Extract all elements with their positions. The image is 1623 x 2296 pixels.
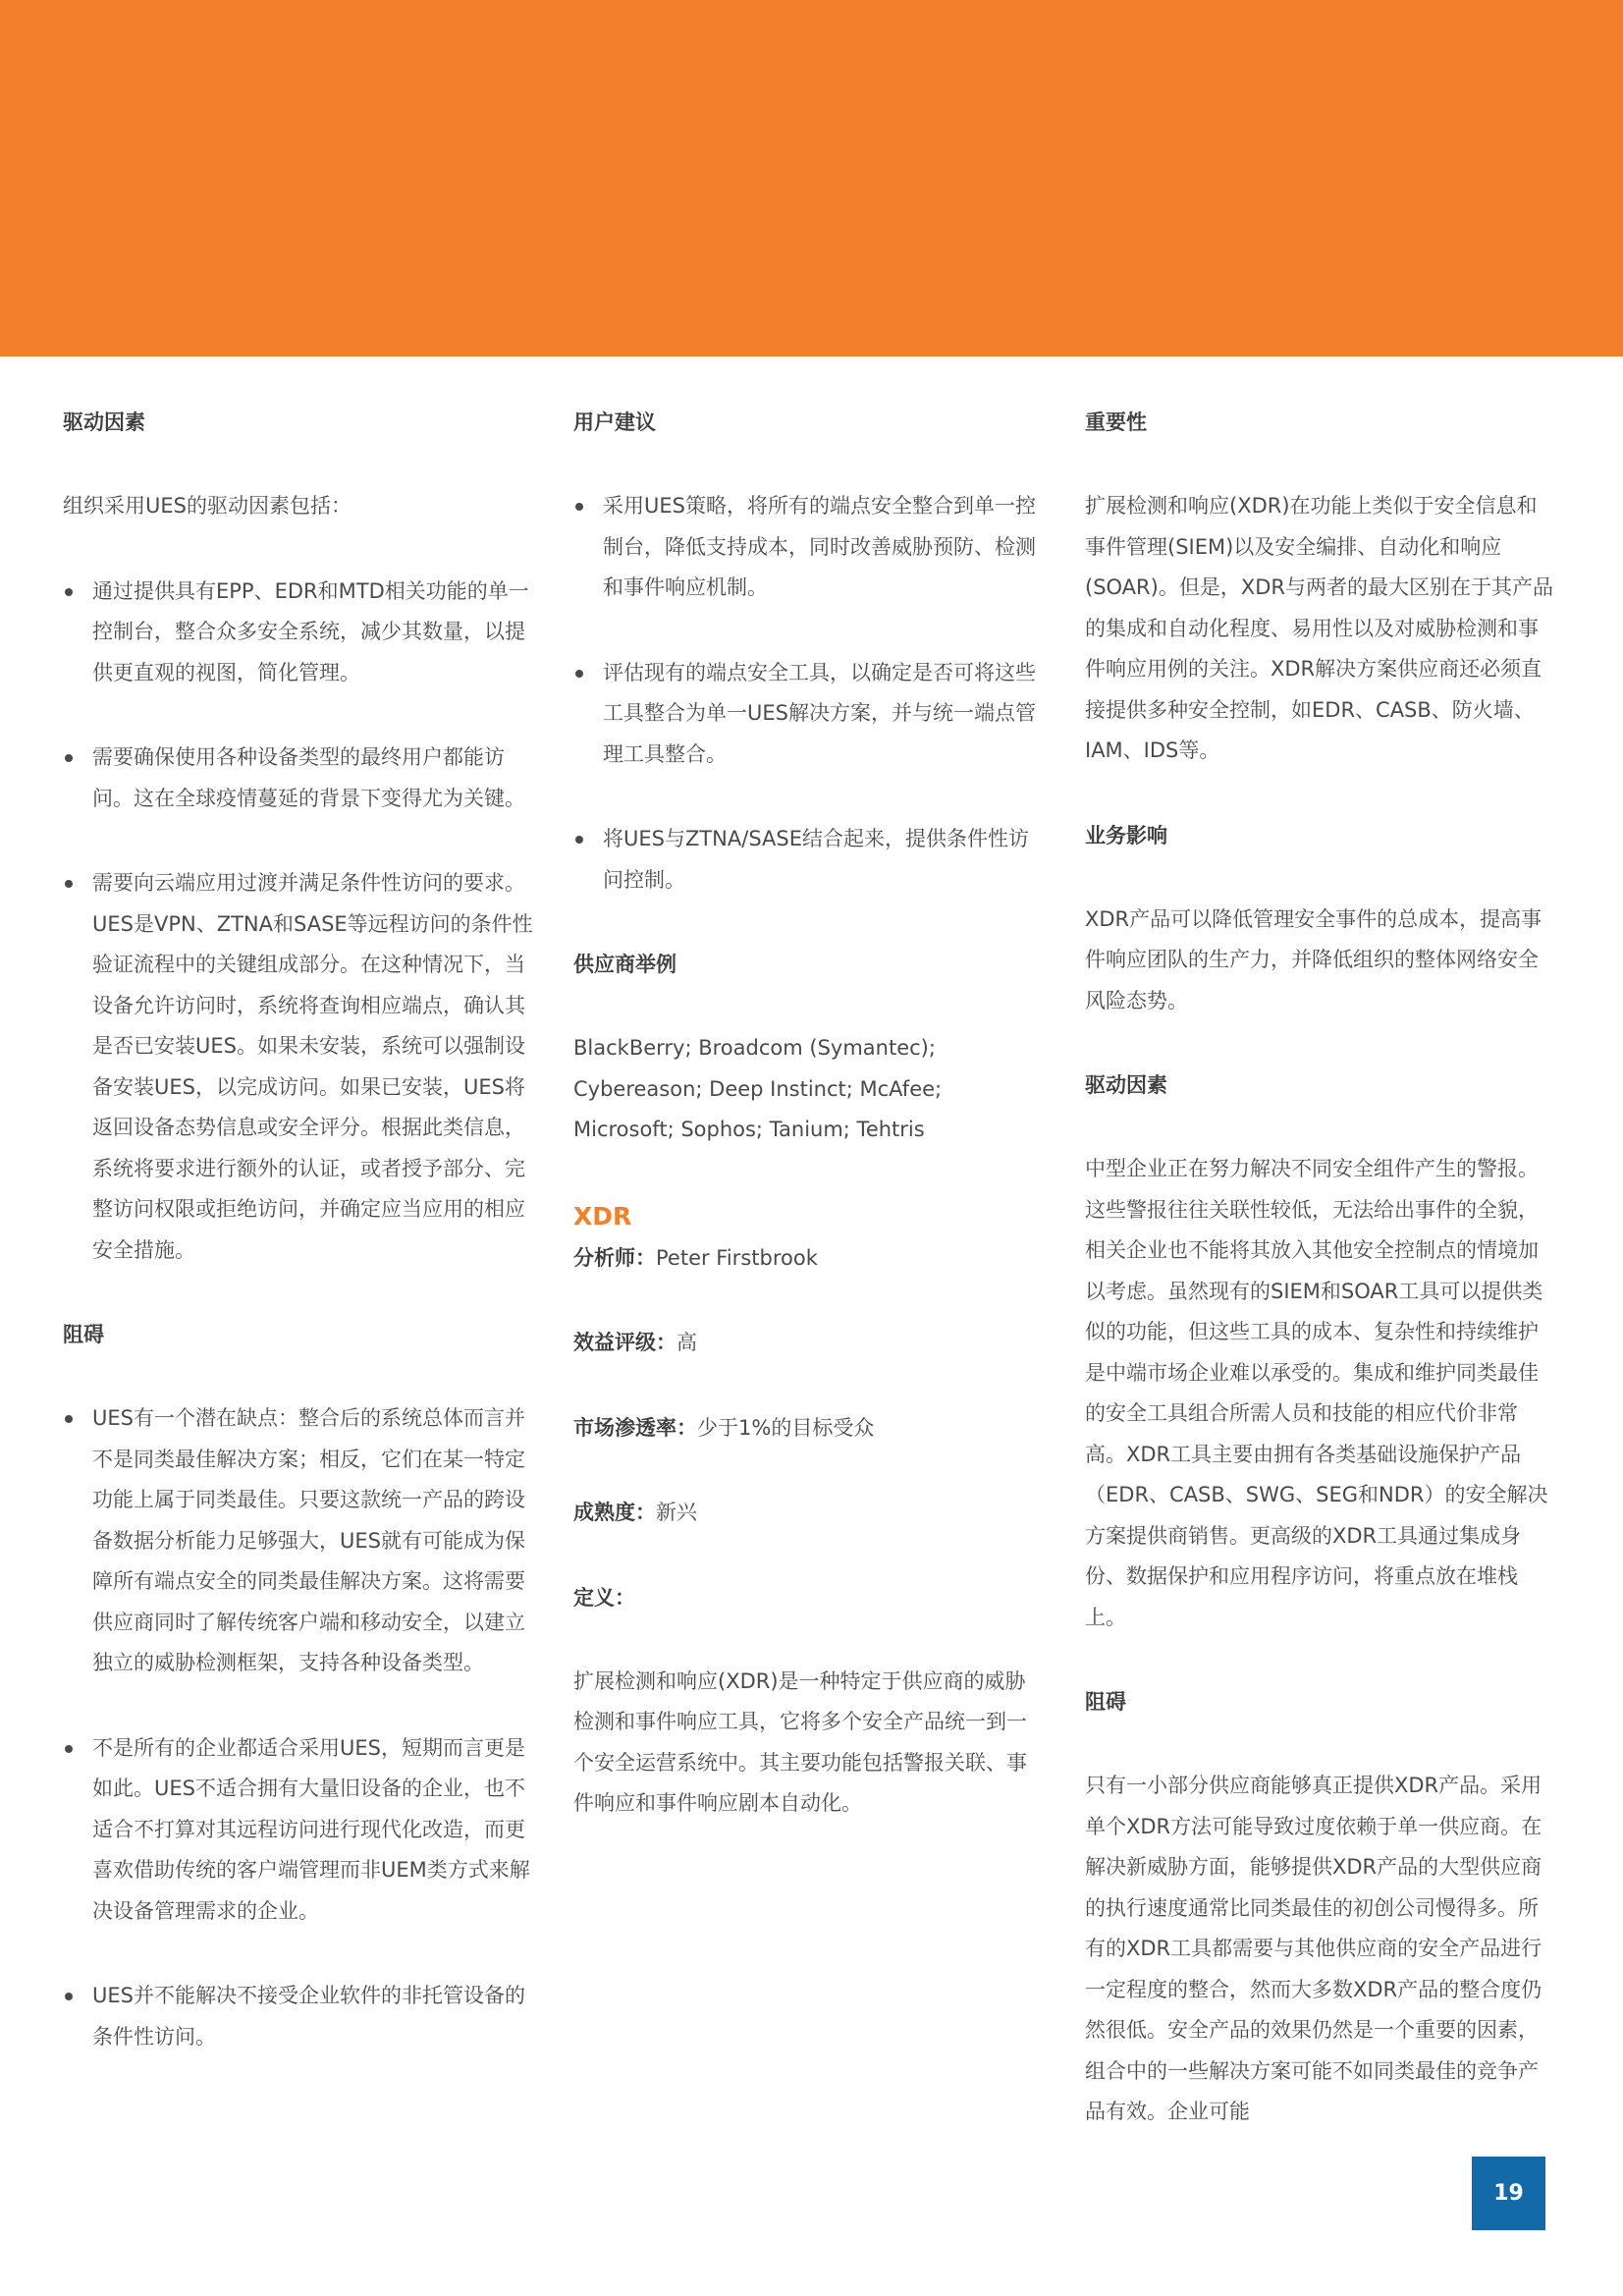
maturity-value: 新兴 <box>656 1501 697 1524</box>
list-item: 将UES与ZTNA/SASE结合起来，提供条件性访问控制。 <box>573 819 1045 901</box>
maturity-label: 成熟度： <box>573 1501 656 1524</box>
importance-text: 扩展检测和响应(XDR)在功能上类似于安全信息和事件管理(SIEM)以及安全编排、自动化和响应(SOAR)。但是，XDR与两者的最大区别在于其产品的集成和自动化程度、易用性以及对威胁检测和事件响应用例的关注。XDR解决方案供应商还必须直接提供多种安全控制，如EDR、CASB、防火墙、IAM、IDS等。 <box>1085 494 1553 762</box>
analyst-row <box>573 1238 1045 1280</box>
analyst-label: 分析师： <box>573 1245 656 1270</box>
list-item: 需要确保使用各种设备类型的最终用户都能访问。这在全球疫情蔓延的背景下变得尤为关键。 <box>63 738 534 819</box>
list-item: 不是所有的企业都适合采用UES，短期而言更是如此。UES不适合拥有大量旧设备的企业，也不适合不打算对其远程访问进行现代化改造，而更喜欢借助传统的客户端管理而非UEM类方式来解决设备管理需求的企业。 <box>63 1728 534 1933</box>
penetration-row <box>573 1408 1045 1449</box>
vendors-text: BlackBerry; Broadcom (Symantec); Cybereason; Deep Instinct; McAfee; Microsoft; Sophos; Tanium; Tehtris <box>573 1036 943 1141</box>
page-number-badge: 19 <box>1472 2157 1545 2230</box>
maturity-row <box>573 1493 1045 1534</box>
section-heading-obstacles-xdr: 阻碍 <box>1085 1690 1126 1714</box>
analyst-value: Peter Firstbrook <box>656 1245 818 1270</box>
xdr-section-title: XDR <box>573 1201 632 1230</box>
column-right <box>1085 403 1556 2133</box>
section-heading-impact: 业务影响 <box>1085 823 1167 847</box>
section-heading-advice: 用户建议 <box>573 410 656 434</box>
impact-text: XDR产品可以降低管理安全事件的总成本，提高事件响应团队的生产力，并降低组织的整体网络安全风险态势。 <box>1085 906 1542 1012</box>
advice-list <box>573 486 1045 901</box>
list-item: UES有一个潜在缺点：整合后的系统总体而言并不是同类最佳解决方案；相反，它们在某一特定功能上属于同类最佳。只要这款统一产品的跨设备数据分析能力足够强大，UES就有可能成为保障所有端点安全的同类最佳解决方案。这将需要供应商同时了解传统客户端和移动安全，以建立独立的威胁检测框架，支持各种设备类型。 <box>63 1398 534 1684</box>
header-banner <box>0 0 1623 356</box>
list-item: UES并不能解决不接受企业软件的非托管设备的条件性访问。 <box>63 1976 534 2057</box>
section-heading-vendors: 供应商举例 <box>573 953 676 976</box>
drivers-list <box>63 572 534 1272</box>
list-item: 通过提供具有EPP、EDR和MTD相关功能的单一控制台，整合众多安全系统，减少其数量，以提供更直观的视图，简化管理。 <box>63 572 534 694</box>
column-middle <box>573 403 1045 1825</box>
drivers-intro: 组织采用UES的驱动因素包括： <box>63 494 352 518</box>
obstacles-xdr-text: 只有一小部分供应商能够真正提供XDR产品。采用单个XDR方法可能导致过度依赖于单一供应商。在解决新威胁方面，能够提供XDR产品的大型供应商的执行速度通常比同类最佳的初创公司慢得多。所有的XDR工具都需要与其他供应商的安全产品进行一定程度的整合，然而大多数XDR产品的整合度仍然很低。安全产品的效果仍然是一个重要的因素，组合中的一些解决方案可能不如同类最佳的竞争产品有效。企业可能 <box>1085 1774 1542 2123</box>
section-heading-drivers-xdr: 驱动因素 <box>1085 1073 1167 1097</box>
benefit-row <box>573 1323 1045 1364</box>
penetration-value: 少于1%的目标受众 <box>697 1415 875 1440</box>
drivers-xdr-text: 中型企业正在努力解决不同安全组件产生的警报。这些警报往往关联性较低，无法给出事件的全貌，相关企业也不能将其放入其他安全控制点的情境加以考虑。虽然现有的SIEM和SOAR工具可以提供类似的功能，但这些工具的成本、复杂性和持续维护是中端市场企业难以承受的。集成和维护同类最佳的安全工具组合所需人员和技能的相应代价非常高。XDR工具主要由拥有各类基础设施保护产品（EDR、CASB、SWG、SEG和NDR）的安全解决方案提供商销售。更高级的XDR工具通过集成身份、数据保护和应用程序访问，将重点放在堆栈上。 <box>1085 1157 1548 1629</box>
obstacles-list <box>63 1398 534 2057</box>
benefit-value: 高 <box>676 1331 697 1354</box>
section-heading-importance: 重要性 <box>1085 410 1147 434</box>
section-heading-obstacles: 阻碍 <box>63 1323 104 1346</box>
penetration-label: 市场渗透率： <box>573 1415 697 1440</box>
column-left <box>63 403 534 2057</box>
list-item: 评估现有的端点安全工具，以确定是否可将这些工具整合为单一UES解决方案，并与统一端点管理工具整合。 <box>573 653 1045 776</box>
section-heading-drivers: 驱动因素 <box>63 410 145 434</box>
definition-text: 扩展检测和响应(XDR)是一种特定于供应商的威胁检测和事件响应工具，它将多个安全产品统一到一个安全运营系统中。其主要功能包括警报关联、事件响应和事件响应剧本自动化。 <box>573 1668 1027 1815</box>
definition-label: 定义： <box>573 1585 635 1610</box>
list-item: 采用UES策略，将所有的端点安全整合到单一控制台，降低支持成本，同时改善威胁预防、检测和事件响应机制。 <box>573 486 1045 609</box>
benefit-label: 效益评级： <box>573 1331 676 1354</box>
list-item: 需要向云端应用过渡并满足条件性访问的要求。UES是VPN、ZTNA和SASE等远程访问的条件性验证流程中的关键组成部分。在这种情况下，当设备允许访问时，系统将查询相应端点，确认其是否已安装UES。如果未安装，系统可以强制设备安装UES，以完成访问。如果已安装，UES将返回设备态势信息或安全评分。根据此类信息，系统将要求进行额外的认证，或者授予部分、完整访问权限或拒绝访问，并确定应当应用的相应安全措施。 <box>63 863 534 1271</box>
